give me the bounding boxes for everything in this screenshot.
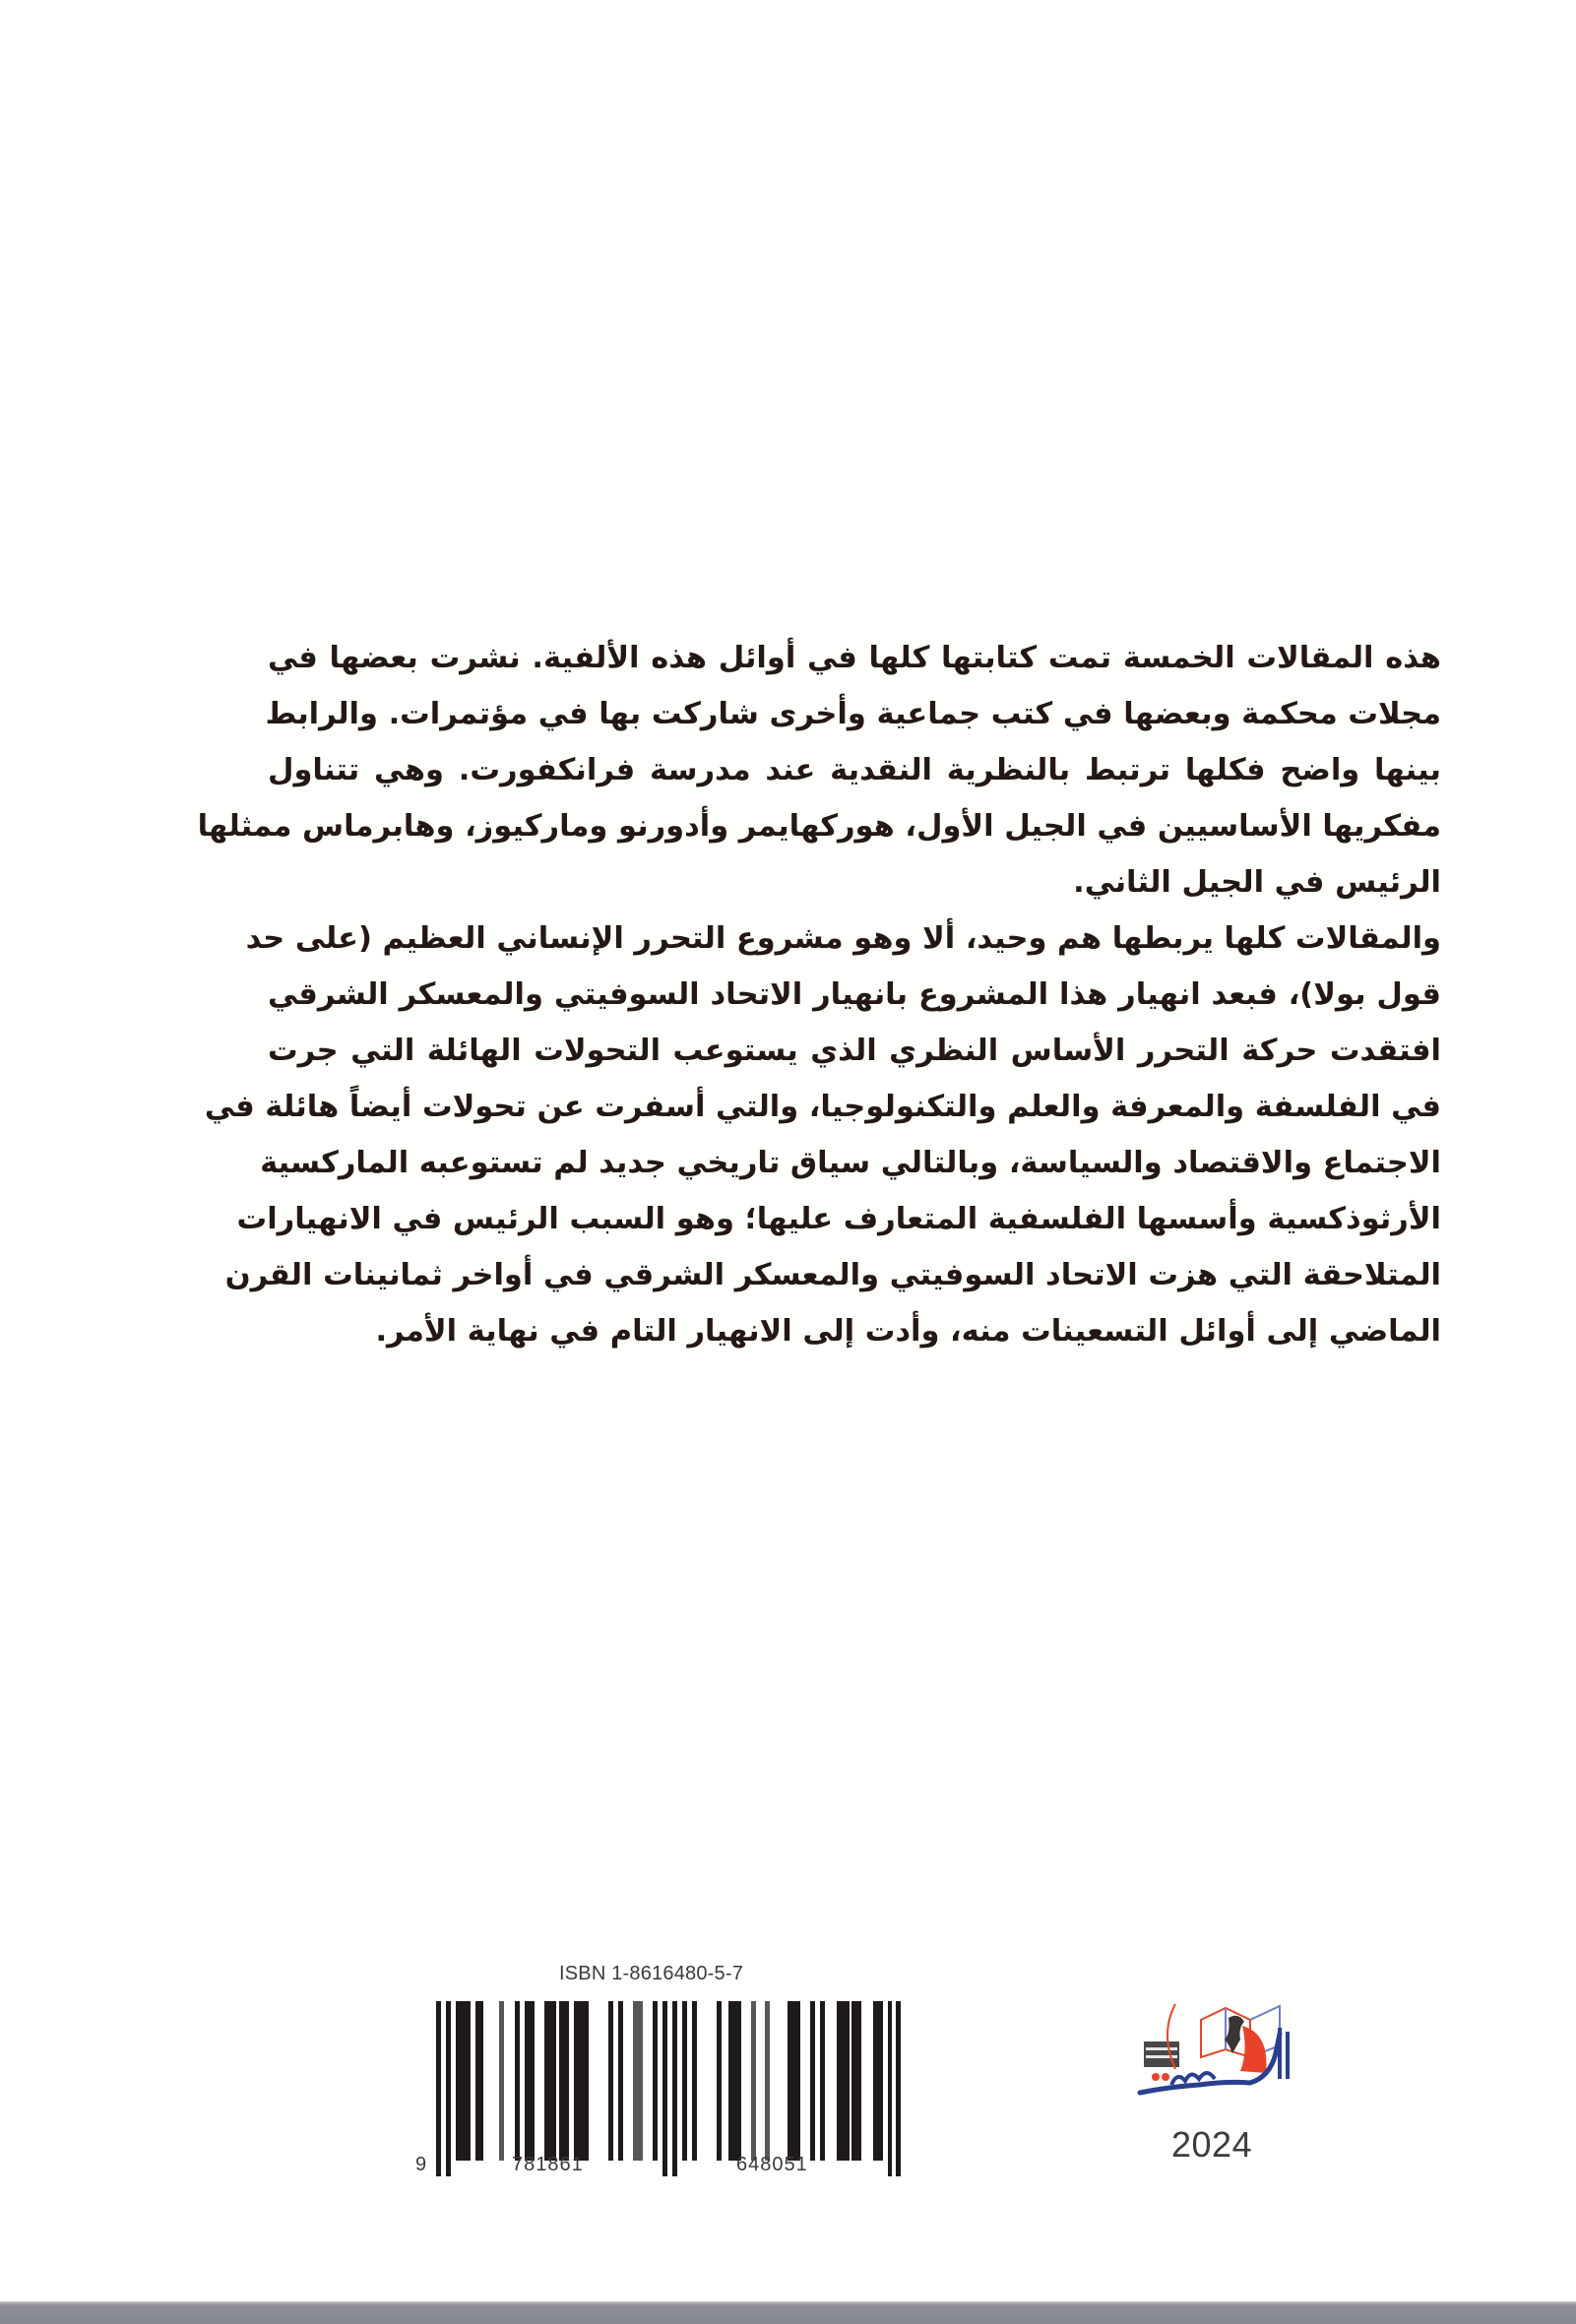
barcode-bar bbox=[662, 2001, 667, 2176]
barcode-bar bbox=[446, 2001, 451, 2176]
back-cover-blurb bbox=[197, 630, 1441, 1359]
barcode-bar bbox=[672, 2001, 677, 2176]
blurb-line: الماضي إلى أوائل التسعينات منه، وأدت إلى الانهيار التام في نهاية الأمر. bbox=[375, 1314, 1441, 1349]
blurb-line: مجلات محكمة وبعضها في كتب جماعية وأخرى شاركت بها في مؤتمرات. والرابط bbox=[265, 697, 1441, 731]
barcode-bar bbox=[618, 2001, 623, 2161]
blurb-line: في الفلسفة والمعرفة والعلم والتكنولوجيا، والتي أسفرت عن تحولات أيضاً هائلة في bbox=[204, 1090, 1441, 1124]
blurb-paragraph-1 bbox=[197, 630, 1441, 911]
publication-year: 2024 bbox=[1171, 2124, 1253, 2165]
barcode-bars bbox=[394, 1957, 886, 2173]
blurb-line: افتقدت حركة التحرر الأساس النظري الذي يستوعب التحولات الهائلة التي جرت bbox=[268, 1034, 1441, 1068]
barcode-bar bbox=[873, 2001, 883, 2161]
barcode-bar bbox=[728, 2001, 741, 2161]
barcode-bar bbox=[837, 2001, 850, 2161]
barcode-bar bbox=[765, 2001, 770, 2161]
blurb-paragraph-2 bbox=[204, 911, 1441, 1359]
blurb-line: الاجتماع والاقتصاد والسياسة، وبالتالي سياق تاريخي جديد لم تستوعبه الماركسية bbox=[260, 1146, 1441, 1180]
barcode-bar bbox=[499, 2001, 504, 2161]
barcode-bar bbox=[896, 2001, 901, 2176]
publisher-logo-icon bbox=[1132, 1998, 1299, 2116]
barcode-lead-digit: 9 bbox=[415, 2154, 428, 2175]
isbn-label: ISBN 1-8616480-5-7 bbox=[559, 1963, 744, 1984]
barcode-bar bbox=[475, 2001, 483, 2161]
barcode-bar bbox=[574, 2001, 589, 2161]
blurb-line: الأرثوذكسية وأسسها الفلسفية المتعارف عليها؛ وهو السبب الرئيس في الانهيارات bbox=[236, 1202, 1441, 1236]
barcode-right-digits: 648051 bbox=[736, 2154, 808, 2175]
barcode-bar bbox=[717, 2001, 722, 2161]
barcode-bar bbox=[559, 2001, 569, 2161]
barcode-bar bbox=[525, 2001, 535, 2161]
barcode-bar bbox=[788, 2001, 800, 2161]
barcode-bar bbox=[653, 2001, 658, 2161]
barcode-bar bbox=[751, 2001, 756, 2161]
scan-background-edge bbox=[0, 2301, 1576, 2324]
barcode-bar bbox=[608, 2001, 613, 2161]
barcode-left-digits: 781861 bbox=[512, 2154, 584, 2175]
blurb-line: الرئيس في الجيل الثاني. bbox=[1073, 865, 1441, 900]
barcode-bar bbox=[456, 2001, 471, 2161]
barcode-bar bbox=[544, 2001, 556, 2161]
barcode-bar bbox=[810, 2001, 815, 2161]
barcode-bar bbox=[888, 2001, 892, 2176]
blurb-line: قول بولا)، فبعد انهيار هذا المشروع بانهيار الاتحاد السوفيتي والمعسكر الشرقي bbox=[268, 977, 1441, 1012]
barcode-bar bbox=[436, 2001, 441, 2176]
barcode-bar bbox=[692, 2001, 697, 2161]
blurb-line: المتلاحقة التي هزت الاتحاد السوفيتي والمعسكر الشرقي في أواخر ثمانينات القرن bbox=[224, 1258, 1441, 1292]
publisher-mark bbox=[1132, 1998, 1299, 2175]
blurb-line: هذه المقالات الخمسة تمت كتابتها كلها في أوائل هذه الألفية. نشرت بعضها في bbox=[268, 641, 1441, 675]
barcode-bar bbox=[851, 2001, 861, 2161]
barcode-bar bbox=[633, 2001, 643, 2161]
barcode-bar bbox=[515, 2001, 520, 2161]
blurb-line: بينها واضح فكلها ترتبط بالنظرية النقدية عند مدرسة فرانكفورت. وهي تتناول bbox=[268, 753, 1441, 787]
barcode-bar bbox=[820, 2001, 825, 2161]
blurb-line: والمقالات كلها يربطها هم وحيد، ألا وهو مشروع التحرر الإنساني العظيم (على حد bbox=[245, 921, 1441, 956]
blurb-line: مفكريها الأساسيين في الجيل الأول، هوركهايمر وأدورنو وماركيوز، وهابرماس ممثلها bbox=[197, 809, 1441, 844]
isbn-barcode bbox=[394, 1957, 886, 2173]
barcode-bar bbox=[682, 2001, 687, 2161]
